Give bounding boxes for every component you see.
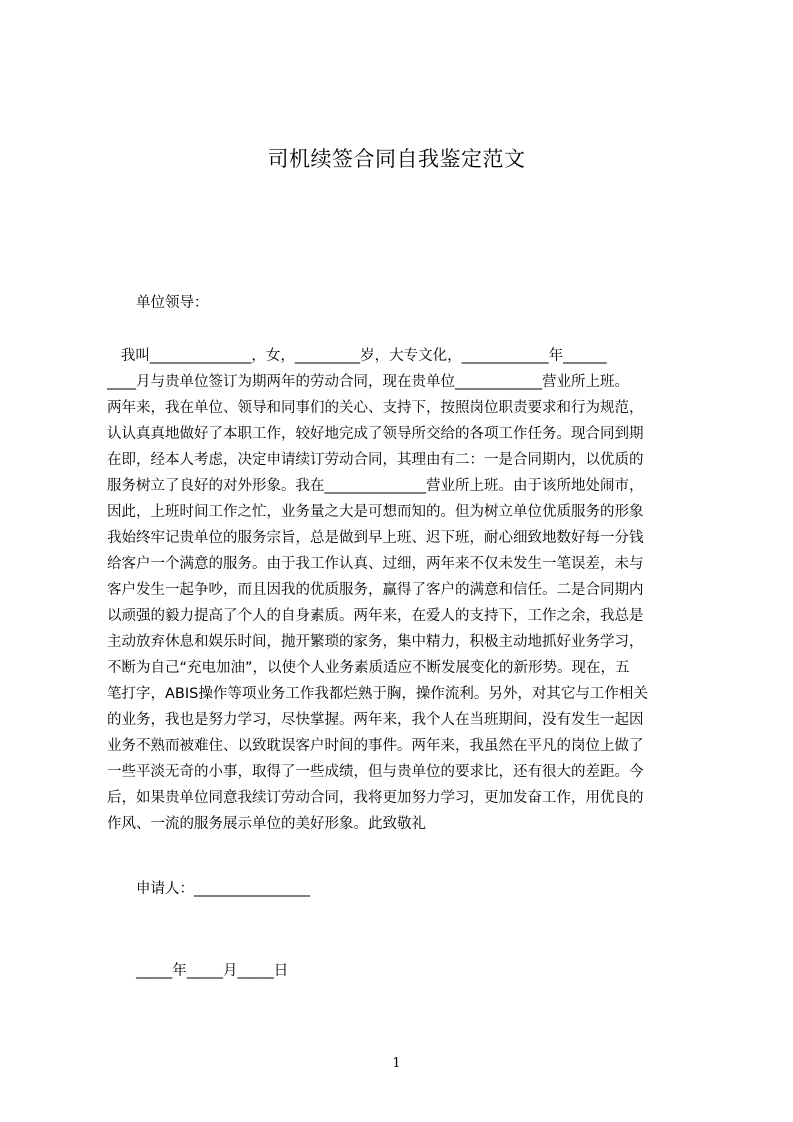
body-line: 不断为自己“充电加油”，以使个人业务素质适应不断发展变化的新形势。现在，五 xyxy=(107,660,630,676)
body-line: 笔打字，ABIS操作等项业务工作我都烂熟于胸，操作流利。另外，对其它与工作相关 xyxy=(107,686,648,702)
document-title: 司机续签合同自我鉴定范文 xyxy=(267,147,526,171)
body-line: 两年来，我在单位、领导和同事们的关心、支持下，按照岗位职责要求和行为规范， xyxy=(107,400,644,416)
body-line: 在即，经本人考虑，决定申请续订劳动合同，其理由有二：一是合同期内，以优质的 xyxy=(107,452,644,468)
body-paragraph xyxy=(107,343,698,837)
body-line: 的业务，我也是努力学习，尽快掌握。两年来，我个人在当班期间，没有发生一起因 xyxy=(107,712,644,728)
body-line: 作风、一流的服务展示单位的美好形象。此致敬礼 xyxy=(107,816,426,832)
body-line: 我叫______________，女，_________岁，大专文化，____________年______ xyxy=(107,348,607,364)
body-line: 主动放弃休息和娱乐时间，抛开繁琐的家务，集中精力，积极主动地抓好业务学习， xyxy=(107,634,644,650)
body-line: 因此，上班时间工作之忙，业务量之大是可想而知的。但为树立单位优质服务的形象 xyxy=(107,504,644,520)
date-line: _____年_____月_____日 xyxy=(136,963,289,979)
applicant-signature-line: 申请人：________________ xyxy=(136,881,310,897)
page-number: 1 xyxy=(392,1056,401,1071)
body-line: 以顽强的毅力提高了个人的自身素质。两年来，在爱人的支持下，工作之余，我总是 xyxy=(107,608,644,624)
body-line: 认认真真地做好了本职工作，较好地完成了领导所交给的各项工作任务。现合同到期 xyxy=(107,426,644,442)
body-line: 服务树立了良好的对外形象。我在______________营业所上班。由于该所地处闹市， xyxy=(107,478,644,494)
body-line: 后，如果贵单位同意我续订劳动合同，我将更加努力学习，更加发奋工作，用优良的 xyxy=(107,790,644,806)
body-line: 业务不熟而被难住、以致耽误客户时间的事件。两年来，我虽然在平凡的岗位上做了 xyxy=(107,738,644,754)
body-line: ____月与贵单位签订为期两年的劳动合同，现在贵单位____________营业所上班。 xyxy=(107,374,629,390)
body-line: 客户发生一起争吵，而且因我的优质服务，赢得了客户的满意和信任。二是合同期内 xyxy=(107,582,644,598)
body-line: 给客户一个满意的服务。由于我工作认真、过细，两年来不仅未发生一笔误差，未与 xyxy=(107,556,644,572)
salutation: 单位领导： xyxy=(136,295,209,311)
body-line: 我始终牢记贵单位的服务宗旨，总是做到早上班、迟下班，耐心细致地数好每一分钱 xyxy=(107,530,644,546)
body-line: 一些平淡无奇的小事，取得了一些成绩，但与贵单位的要求比，还有很大的差距。今 xyxy=(107,764,644,780)
